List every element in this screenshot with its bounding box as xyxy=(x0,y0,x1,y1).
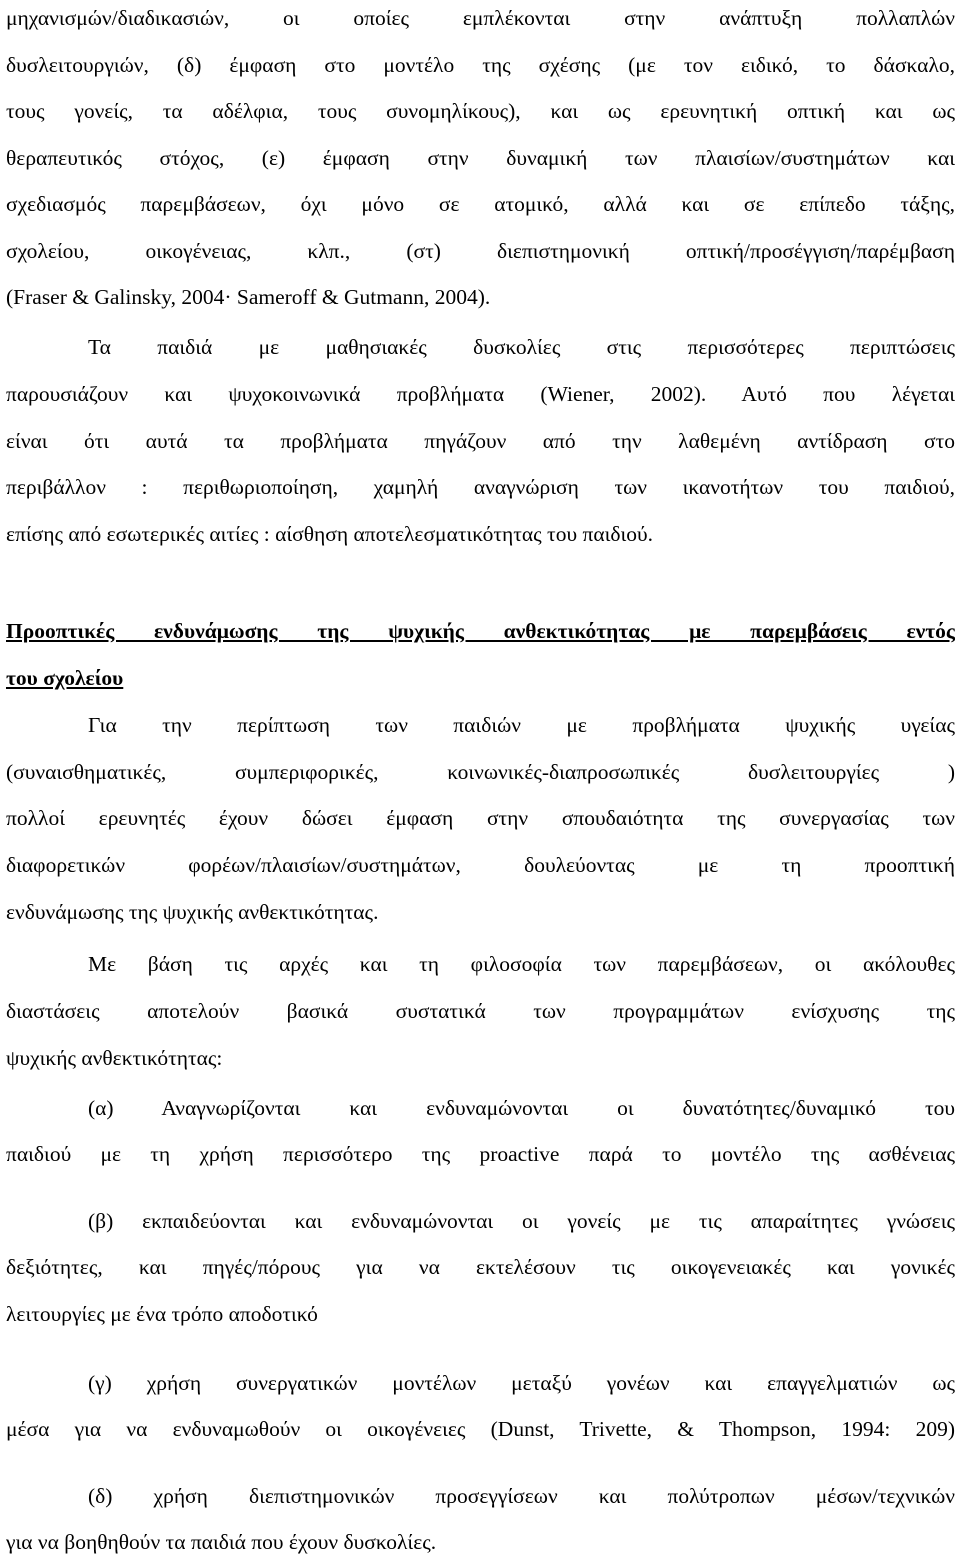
paragraph-line: διαφορετικών φορέων/πλαισίων/συστημάτων, δουλεύοντας με τη προοπτική xyxy=(6,853,955,877)
section-heading: Προοπτικές ενδυνάμωσης της ψυχικής ανθεκτικότητας με παρεμβάσεις εντός xyxy=(6,619,955,643)
paragraph-line: παρουσιάζουν και ψυχοκοινωνικά προβλήματα (Wiener, 2002). Αυτό που λέγεται xyxy=(6,382,955,406)
list-item-line: (α) Αναγνωρίζονται και ενδυναμώνονται οι δυνατότητες/δυναμικό του xyxy=(88,1096,955,1120)
list-item-line: παιδιού με τη χρήση περισσότερο της proactive παρά το μοντέλο της ασθένειας xyxy=(6,1142,955,1166)
section-heading: του σχολείου xyxy=(6,666,124,690)
paragraph-line: σχολείου, οικογένειας, κλπ., (στ) διεπιστημονική οπτική/προσέγγιση/παρέμβαση xyxy=(6,239,955,263)
paragraph-line: διαστάσεις αποτελούν βασικά συστατικά των προγραμμάτων ενίσχυσης της xyxy=(6,999,955,1023)
paragraph-line: επίσης από εσωτερικές αιτίες : αίσθηση αποτελεσματικότητας του παιδιού. xyxy=(6,522,654,546)
paragraph-line: σχεδιασμός παρεμβάσεων, όχι μόνο σε ατομικό, αλλά και σε επίπεδο τάξης, xyxy=(6,192,955,216)
paragraph-line: (συναισθηματικές, συμπεριφορικές, κοινωνικές-διαπροσωπικές δυσλειτουργίες ) xyxy=(6,760,955,784)
paragraph-line: πολλοί ερευνητές έχουν δώσει έμφαση στην σπουδαιότητα της συνεργασίας των xyxy=(6,806,955,830)
paragraph-line: μηχανισμών/διαδικασιών, οι οποίες εμπλέκονται στην ανάπτυξη πολλαπλών xyxy=(6,6,955,30)
paragraph-line: είναι ότι αυτά τα προβλήματα πηγάζουν από την λαθεμένη αντίδραση στο xyxy=(6,429,955,453)
list-item-line: (δ) χρήση διεπιστημονικών προσεγγίσεων και πολύτροπων μέσων/τεχνικών xyxy=(88,1484,955,1508)
paragraph-line: ψυχικής ανθεκτικότητας: xyxy=(6,1046,223,1070)
list-item-line: (β) εκπαιδεύονται και ενδυναμώνονται οι γονείς με τις απαραίτητες γνώσεις xyxy=(88,1209,955,1233)
list-item-line: δεξιότητες, και πηγές/πόρους για να εκτελέσουν τις οικογενειακές και γονικές xyxy=(6,1255,955,1279)
paragraph-line: (Fraser & Galinsky, 2004· Sameroff & Gutmann, 2004). xyxy=(6,285,491,309)
list-item-line: μέσα για να ενδυναμωθούν οι οικογένειες (Dunst, Trivette, & Thompson, 1994: 209) xyxy=(6,1417,955,1441)
paragraph-line: ενδυνάμωσης της ψυχικής ανθεκτικότητας. xyxy=(6,900,379,924)
list-item-line: για να βοηθηθούν τα παιδιά που έχουν δυσκολίες. xyxy=(6,1530,437,1554)
paragraph-line: Με βάση τις αρχές και τη φιλοσοφία των παρεμβάσεων, οι ακόλουθες xyxy=(88,952,955,976)
paragraph-line: Για την περίπτωση των παιδιών με προβλήματα ψυχικής υγείας xyxy=(88,713,955,737)
paragraph-line: δυσλειτουργιών, (δ) έμφαση στο μοντέλο της σχέσης (με τον ειδικό, το δάσκαλο, xyxy=(6,53,955,77)
paragraph-line: Τα παιδιά με μαθησιακές δυσκολίες στις περισσότερες περιπτώσεις xyxy=(88,335,955,359)
paragraph-line: τους γονείς, τα αδέλφια, τους συνομηλίκους), και ως ερευνητική οπτική και ως xyxy=(6,99,955,123)
paragraph-line: θεραπευτικός στόχος, (ε) έμφαση στην δυναμική των πλαισίων/συστημάτων και xyxy=(6,146,955,170)
list-item-line: (γ) χρήση συνεργατικών μοντέλων μεταξύ γονέων και επαγγελματιών ως xyxy=(88,1371,955,1395)
list-item-line: λειτουργίες με ένα τρόπο αποδοτικό xyxy=(6,1302,318,1326)
paragraph-line: περιβάλλον : περιθωριοποίηση, χαμηλή αναγνώριση των ικανοτήτων του παιδιού, xyxy=(6,475,955,499)
